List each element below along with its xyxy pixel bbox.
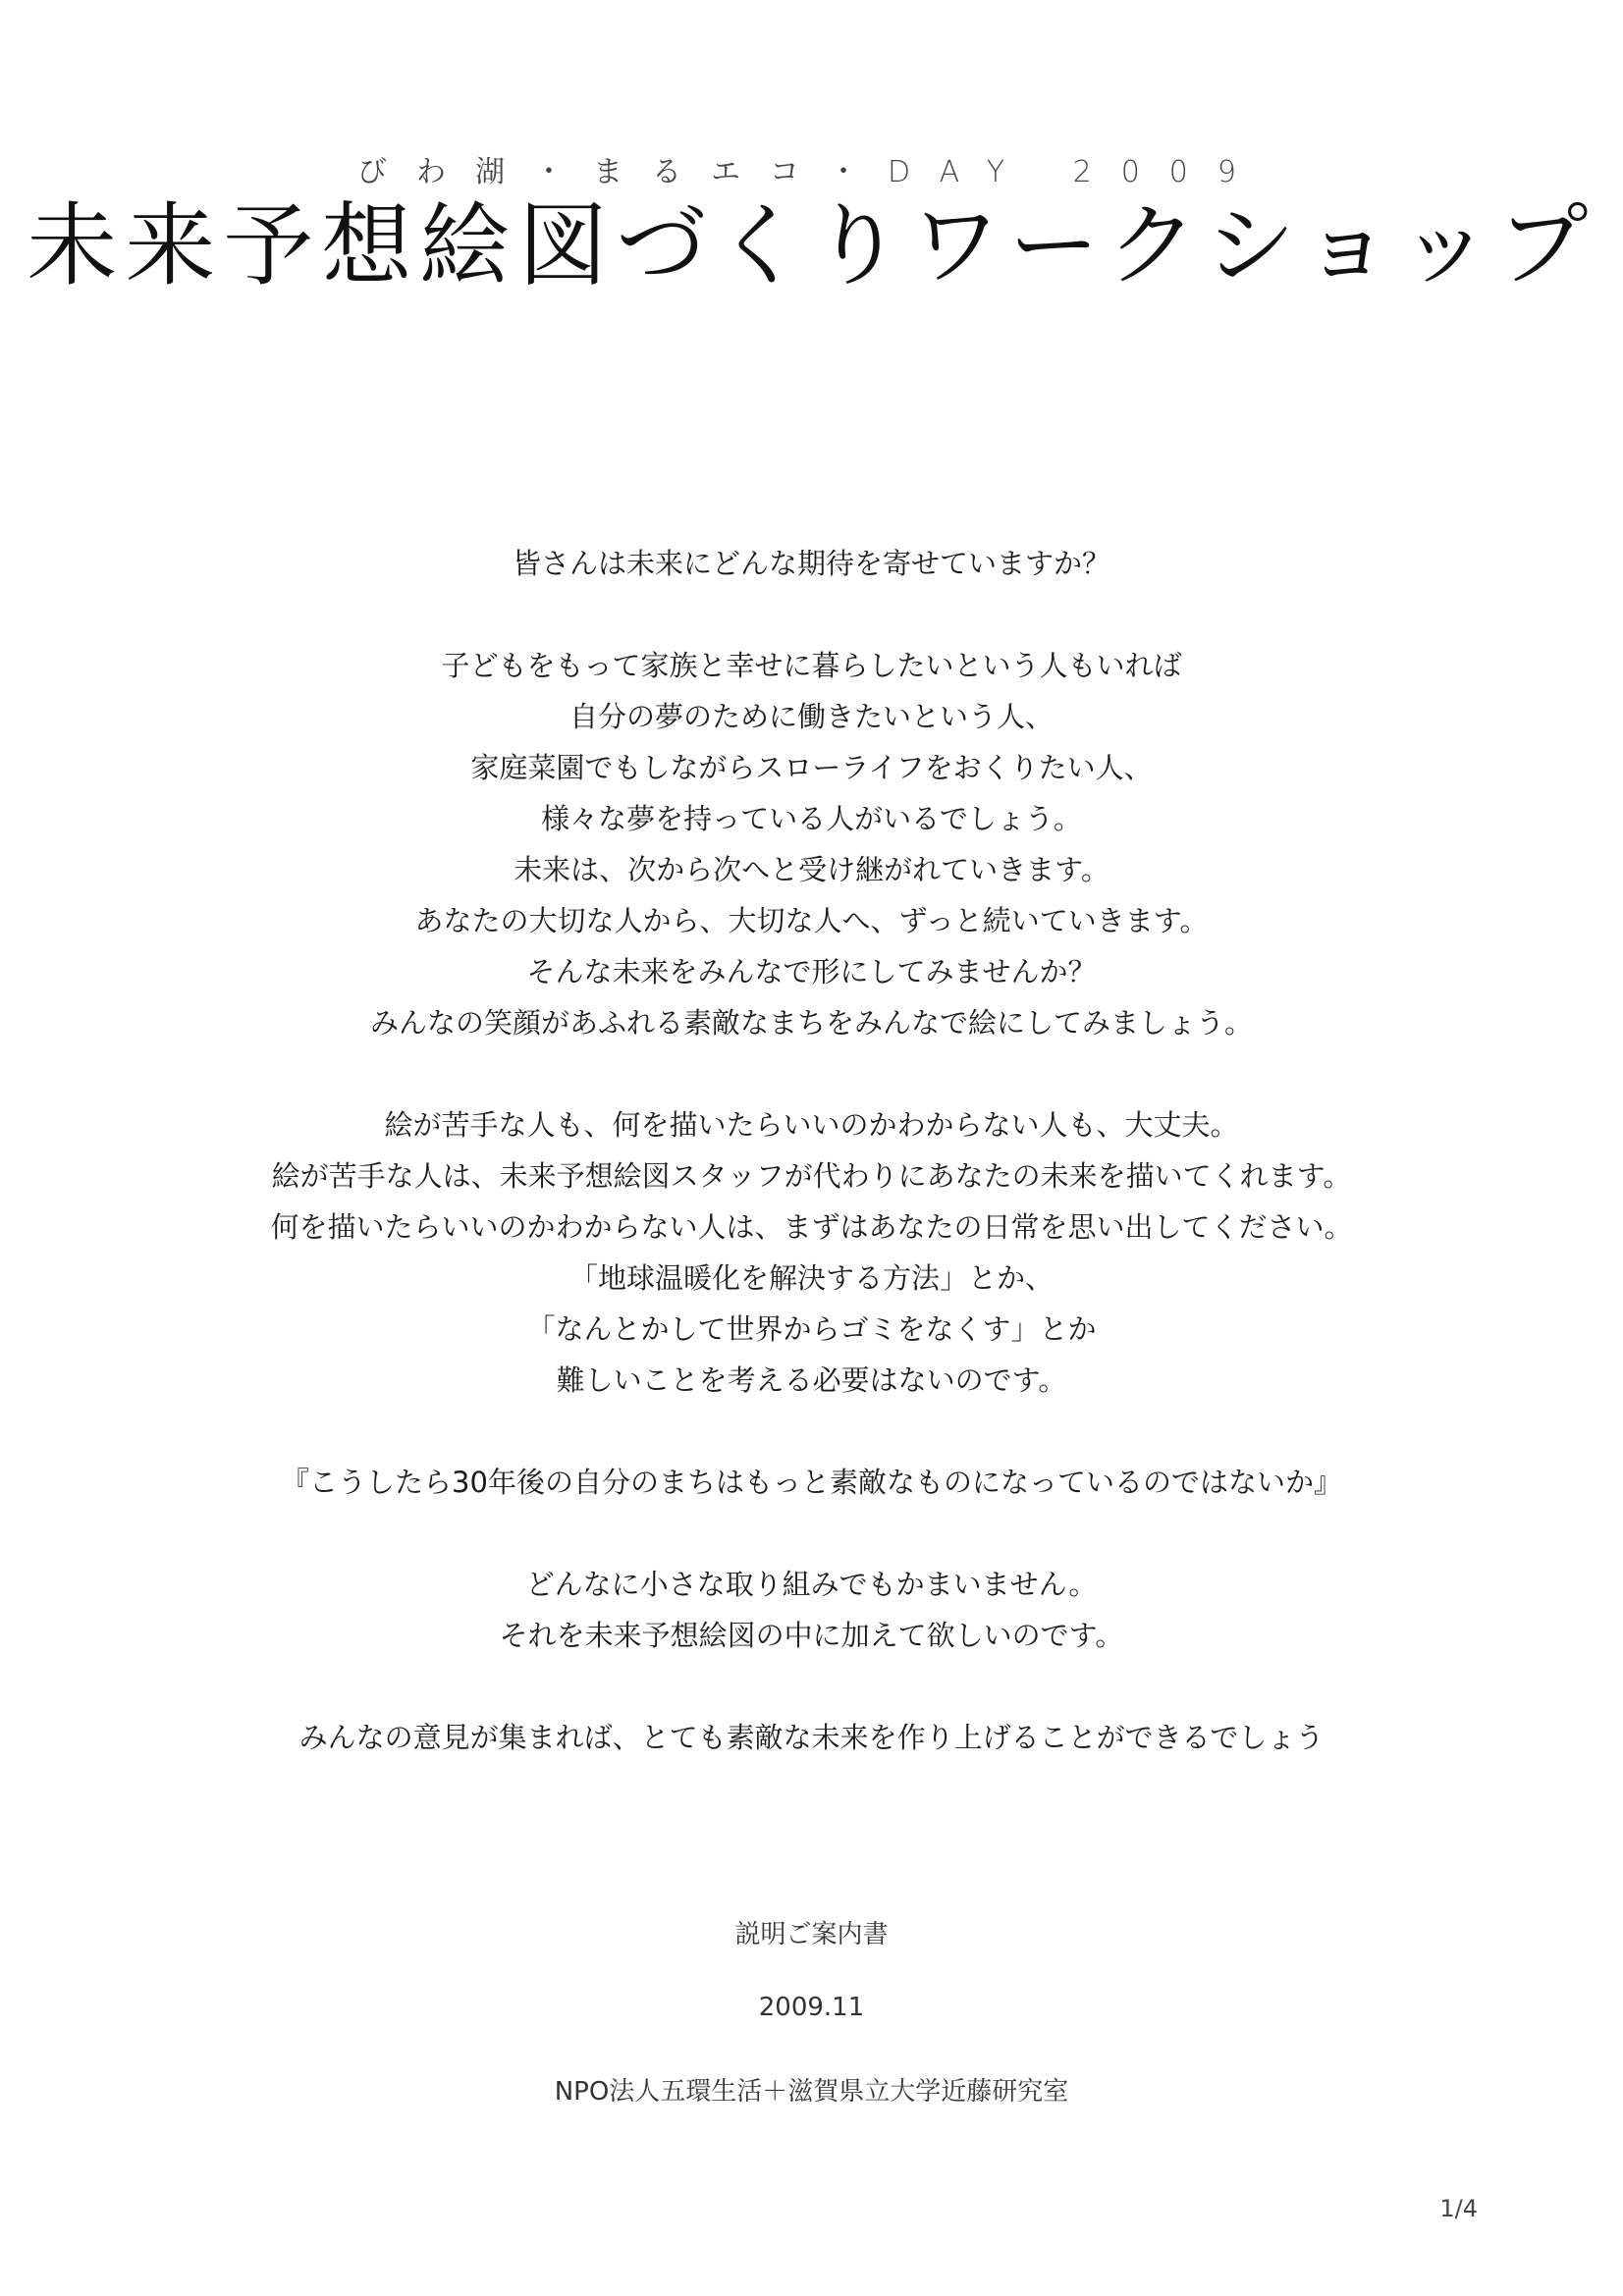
text-line: 絵が苦手な人は、未来予想絵図スタッフが代わりにあなたの未来を描いてくれます。	[271, 1159, 1352, 1193]
text-line: どんなに小さな取り組みでもかまいません。	[525, 1568, 1098, 1601]
body-text	[0, 538, 1623, 1763]
text-line: 子どもをもって家族と幸せに暮らしたいという人もいれば	[441, 649, 1182, 682]
document-date: 2009.11	[758, 1993, 865, 2022]
text-line: それを未来予想絵図の中に加えて欲しいのです。	[499, 1619, 1124, 1652]
event-subtitle: びわ湖・まるエコ・DAY 2009	[357, 155, 1266, 189]
text-line: 家庭菜園でもしながらスローライフをおくりたい人、	[470, 751, 1153, 784]
text-line: 「地球温暖化を解決する方法」とか、	[568, 1261, 1054, 1295]
page-number: 1/4	[1439, 2195, 1478, 2222]
intro-question: 皆さんは未来にどんな期待を寄せていますか？	[512, 547, 1110, 580]
text-line: 様々な夢を持っている人がいるでしょう。	[541, 802, 1082, 835]
quote-line: 『こうしたら30年後の自分のまちはもっと素敵なものになっているのではないか』	[281, 1466, 1342, 1499]
organization: NPO法人五環生活＋滋賀県立大学近藤研究室	[554, 2077, 1069, 2107]
text-line: あなたの大切な人から、大切な人へ、ずっと続いていきます。	[414, 904, 1209, 937]
paragraph-contribution	[0, 1559, 1623, 1661]
text-line: そんな未来をみんなで形にしてみませんか？	[526, 955, 1097, 988]
text-line: みんなの笑顔があふれる素敵なまちをみんなで絵にしてみましょう。	[369, 1006, 1253, 1040]
text-line: 「なんとかして世界からゴミをなくす」とか	[526, 1312, 1097, 1346]
text-line: 絵が苦手な人も、何を描いたらいいのかわからない人も、大丈夫。	[384, 1108, 1239, 1142]
paragraph-drawing	[0, 1099, 1623, 1406]
document-type: 説明ご案内書	[734, 1920, 889, 1949]
text-line: 自分の夢のために働きたいという人、	[568, 700, 1054, 733]
page-title: 未来予想絵図づくりワークショップ	[27, 193, 1596, 298]
text-line: 何を描いたらいいのかわからない人は、まずはあなたの日常を思い出してください。	[270, 1210, 1353, 1244]
text-line: 難しいことを考える必要はないのです。	[556, 1363, 1067, 1397]
closing-line: みんなの意見が集まれば、とても素敵な未来を作り上げることができるでしょう	[298, 1721, 1325, 1754]
text-line: 未来は、次から次へと受け継がれていきます。	[514, 853, 1109, 886]
paragraph-dreams	[0, 640, 1623, 1048]
